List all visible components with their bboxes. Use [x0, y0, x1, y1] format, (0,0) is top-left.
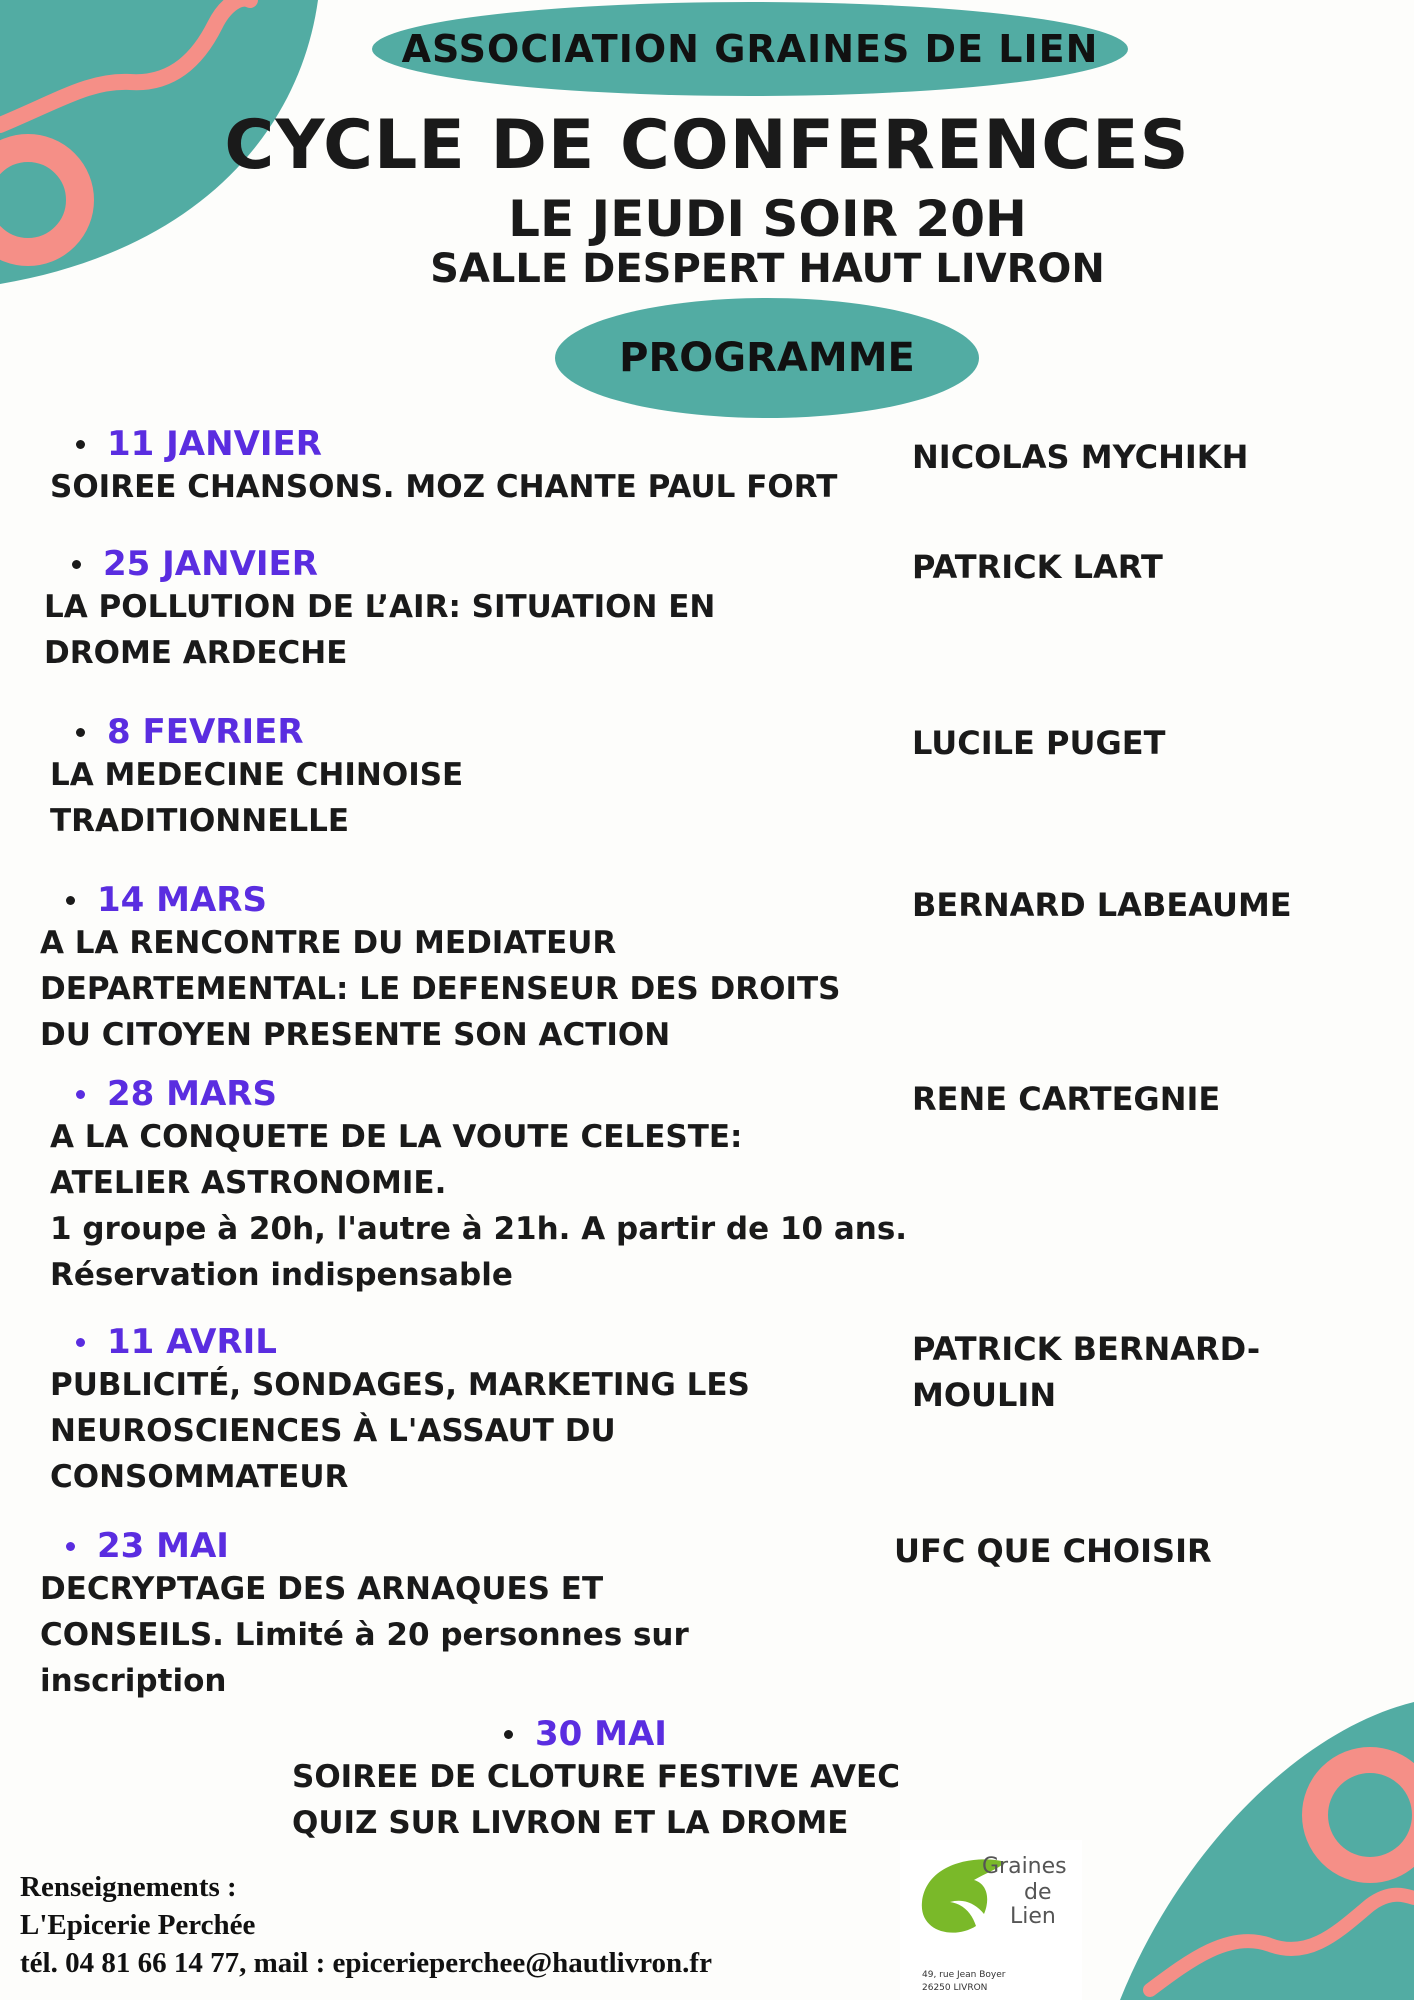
programme-banner: [555, 298, 979, 418]
event-speaker: RENE CARTEGNIE: [912, 1080, 1221, 1118]
page-title: CYCLE DE CONFERENCES: [224, 106, 1190, 185]
venue-subtitle: SALLE DESPERT HAUT LIVRON: [430, 246, 1105, 292]
event-description: A LA CONQUETE DE LA VOUTE CELESTE: ATELIER ASTRONOMIE. 1 groupe à 20h, l'autre à 21h. A partir de 10 ans. Réservation indispensable: [50, 1119, 908, 1293]
bullet-icon: [76, 728, 85, 737]
schedule-subtitle: LE JEUDI SOIR 20H: [508, 190, 1027, 248]
event-item: [50, 712, 463, 844]
association-name: ASSOCIATION GRAINES DE LIEN: [401, 27, 1099, 71]
event-description: SOIREE CHANSONS. MOZ CHANTE PAUL FORT: [50, 469, 838, 505]
event-speaker: BERNARD LABEAUME: [912, 886, 1292, 924]
bullet-icon: [66, 1542, 75, 1551]
contact-organization: L'Epicerie Perchée: [20, 1909, 256, 1941]
event-description: A LA RENCONTRE DU MEDIATEUR DEPARTEMENTAL: LE DEFENSEUR DES DROITS DU CITOYEN PRESENTE SON ACTION: [40, 925, 841, 1053]
event-item: [44, 544, 715, 676]
decoration-bottom-right: [1120, 1690, 1414, 2000]
event-item: [50, 424, 837, 510]
event-date: 23 MAI: [97, 1526, 229, 1566]
contact-info: [20, 1868, 712, 1982]
event-item: [40, 880, 840, 1058]
event-date: 28 MARS: [107, 1074, 277, 1114]
event-date: 30 MAI: [535, 1714, 667, 1754]
bullet-icon: [504, 1730, 513, 1739]
contact-heading: Renseignements :: [20, 1871, 237, 1903]
programme-label: PROGRAMME: [619, 335, 915, 381]
event-description: LA MEDECINE CHINOISE TRADITIONNELLE: [50, 757, 464, 839]
event-date: 11 JANVIER: [107, 424, 322, 464]
event-speaker: NICOLAS MYCHIKH: [912, 438, 1249, 476]
logo-address-street: 49, rue Jean Boyer: [922, 1970, 1006, 1980]
logo-address-city: 26250 LIVRON: [922, 1983, 988, 1993]
graines-de-lien-logo: [900, 1840, 1082, 2000]
event-item: [40, 1526, 689, 1704]
logo-word-graines: Graines: [982, 1854, 1067, 1879]
event-description: PUBLICITÉ, SONDAGES, MARKETING LES NEUROSCIENCES À L'ASSAUT DU CONSOMMATEUR: [50, 1367, 750, 1495]
event-speaker: PATRICK LART: [912, 548, 1163, 586]
bullet-icon: [76, 1090, 85, 1099]
event-item: [50, 1322, 750, 1500]
event-item: [292, 1714, 900, 1846]
logo-word-lien: Lien: [1010, 1904, 1056, 1929]
association-banner: [372, 2, 1128, 96]
event-description: LA POLLUTION DE L’AIR: SITUATION EN DROME ARDECHE: [44, 589, 716, 671]
event-description: DECRYPTAGE DES ARNAQUES ET CONSEILS. Limité à 20 personnes sur inscription: [40, 1571, 689, 1699]
bullet-icon: [76, 1338, 85, 1347]
event-item: [50, 1074, 907, 1298]
contact-details: tél. 04 81 66 14 77, mail : epicerieperchee@hautlivron.fr: [20, 1947, 712, 1979]
event-date: 14 MARS: [97, 880, 267, 920]
event-speaker: PATRICK BERNARD- MOULIN: [912, 1330, 1261, 1414]
event-description: SOIREE DE CLOTURE FESTIVE AVEC QUIZ SUR LIVRON ET LA DROME: [292, 1759, 900, 1841]
logo-word-de: de: [1024, 1880, 1052, 1905]
event-date: 11 AVRIL: [107, 1322, 277, 1362]
bullet-icon: [76, 440, 85, 449]
event-date: 25 JANVIER: [103, 544, 318, 584]
bullet-icon: [72, 560, 81, 569]
event-date: 8 FEVRIER: [107, 712, 304, 752]
event-speaker: UFC QUE CHOISIR: [894, 1532, 1212, 1570]
bullet-icon: [66, 896, 75, 905]
event-speaker: LUCILE PUGET: [912, 724, 1166, 762]
